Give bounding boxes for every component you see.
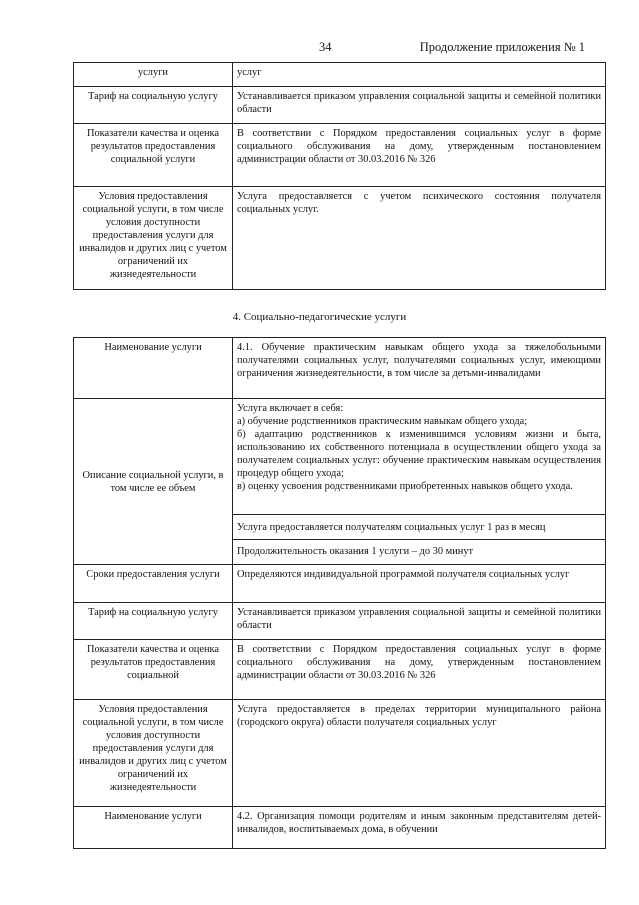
table-row bbox=[74, 187, 606, 290]
table-row bbox=[74, 338, 606, 399]
row-label: Условия предоставления социальной услуги, в том числе условия доступности предоставления услуги для инвалидов и других лиц с учетом ограничений их жизнедеятельности bbox=[74, 700, 233, 807]
row-label: Условия предоставления социальной услуги, в том числе условия доступности предоставления услуги для инвалидов и других лиц с учетом ограничений их жизнедеятельности bbox=[74, 187, 233, 290]
row-value: услуг bbox=[233, 63, 606, 87]
table-row bbox=[74, 700, 606, 807]
row-label: услуги bbox=[74, 63, 233, 87]
row-value: В соответствии с Порядком предоставления социальных услуг в форме социального обслуживания на дому, утвержденным постановлением администрации области от 30.03.2016 № 326 bbox=[233, 124, 606, 187]
row-label: Описание социальной услуги, в том числе ее объем bbox=[74, 399, 233, 565]
row-value: 4.2. Организация помощи родителям и иным законным представителям детей-инвалидов, воспитываемых дома, в обучении bbox=[233, 807, 606, 849]
service-frequency: Услуга предоставляется получателям социальных услуг 1 раз в месяц bbox=[233, 515, 606, 540]
table-row bbox=[74, 124, 606, 187]
row-label: Показатели качества и оценка результатов предоставления социальной bbox=[74, 640, 233, 700]
table-row bbox=[74, 640, 606, 700]
row-label: Сроки предоставления услуги bbox=[74, 565, 233, 603]
page-header bbox=[0, 40, 639, 60]
row-label: Наименование услуги bbox=[74, 338, 233, 399]
row-value: Услуга предоставляется с учетом психического состояния получателя социальных услуг. bbox=[233, 187, 606, 290]
row-label: Наименование услуги bbox=[74, 807, 233, 849]
table-row bbox=[74, 807, 606, 849]
description-line: Услуга включает в себя: bbox=[237, 403, 344, 414]
row-label: Показатели качества и оценка результатов предоставления социальной услуги bbox=[74, 124, 233, 187]
table-main bbox=[73, 337, 606, 849]
table-row bbox=[74, 399, 606, 515]
row-value: Устанавливается приказом управления социальной защиты и семейной политики области bbox=[233, 87, 606, 124]
row-value: 4.1. Обучение практическим навыкам общего ухода за тяжелобольными получателями социальных услуг, получателями социальных услуг, имеющими ограничения жизнедеятельности, в том числе за детьми-инвалидами bbox=[233, 338, 606, 399]
row-value: Услуга предоставляется в пределах территории муниципального района (городского округа) области получателя социальных услуг bbox=[233, 700, 606, 807]
row-value: В соответствии с Порядком предоставления социальных услуг в форме социального обслуживания на дому, утвержденным постановлением администрации области от 30.03.2016 № 326 bbox=[233, 640, 606, 700]
row-label: Тариф на социальную услугу bbox=[74, 603, 233, 640]
service-duration: Продолжительность оказания 1 услуги – до 30 минут bbox=[233, 540, 606, 565]
row-label: Тариф на социальную услугу bbox=[74, 87, 233, 124]
section-title: 4. Социально-педагогические услуги bbox=[232, 311, 407, 323]
row-value: Определяются индивидуальной программой получателя социальных услуг bbox=[233, 565, 606, 603]
description-line: б) адаптацию родственников к изменившимся условиям жизни и быта, использованию их собственного потенциала в осуществлении общего ухода за получателем социальных услуг: обучение практическим навыкам осуществления процедур общего ухода; bbox=[237, 429, 601, 479]
table-row bbox=[74, 565, 606, 603]
row-value: Устанавливается приказом управления социальной защиты и семейной политики области bbox=[233, 603, 606, 640]
table-row bbox=[74, 87, 606, 124]
table-top bbox=[73, 62, 606, 290]
appendix-continuation: Продолжение приложения № 1 bbox=[419, 40, 585, 54]
table-row bbox=[74, 603, 606, 640]
description-line: а) обучение родственников практическим навыкам общего ухода; bbox=[237, 416, 528, 427]
page-number: 34 bbox=[319, 40, 332, 54]
table-row bbox=[74, 63, 606, 87]
description-line: в) оценку усвоения родственниками приобретенных навыков общего ухода. bbox=[237, 481, 573, 492]
service-description bbox=[233, 399, 606, 515]
